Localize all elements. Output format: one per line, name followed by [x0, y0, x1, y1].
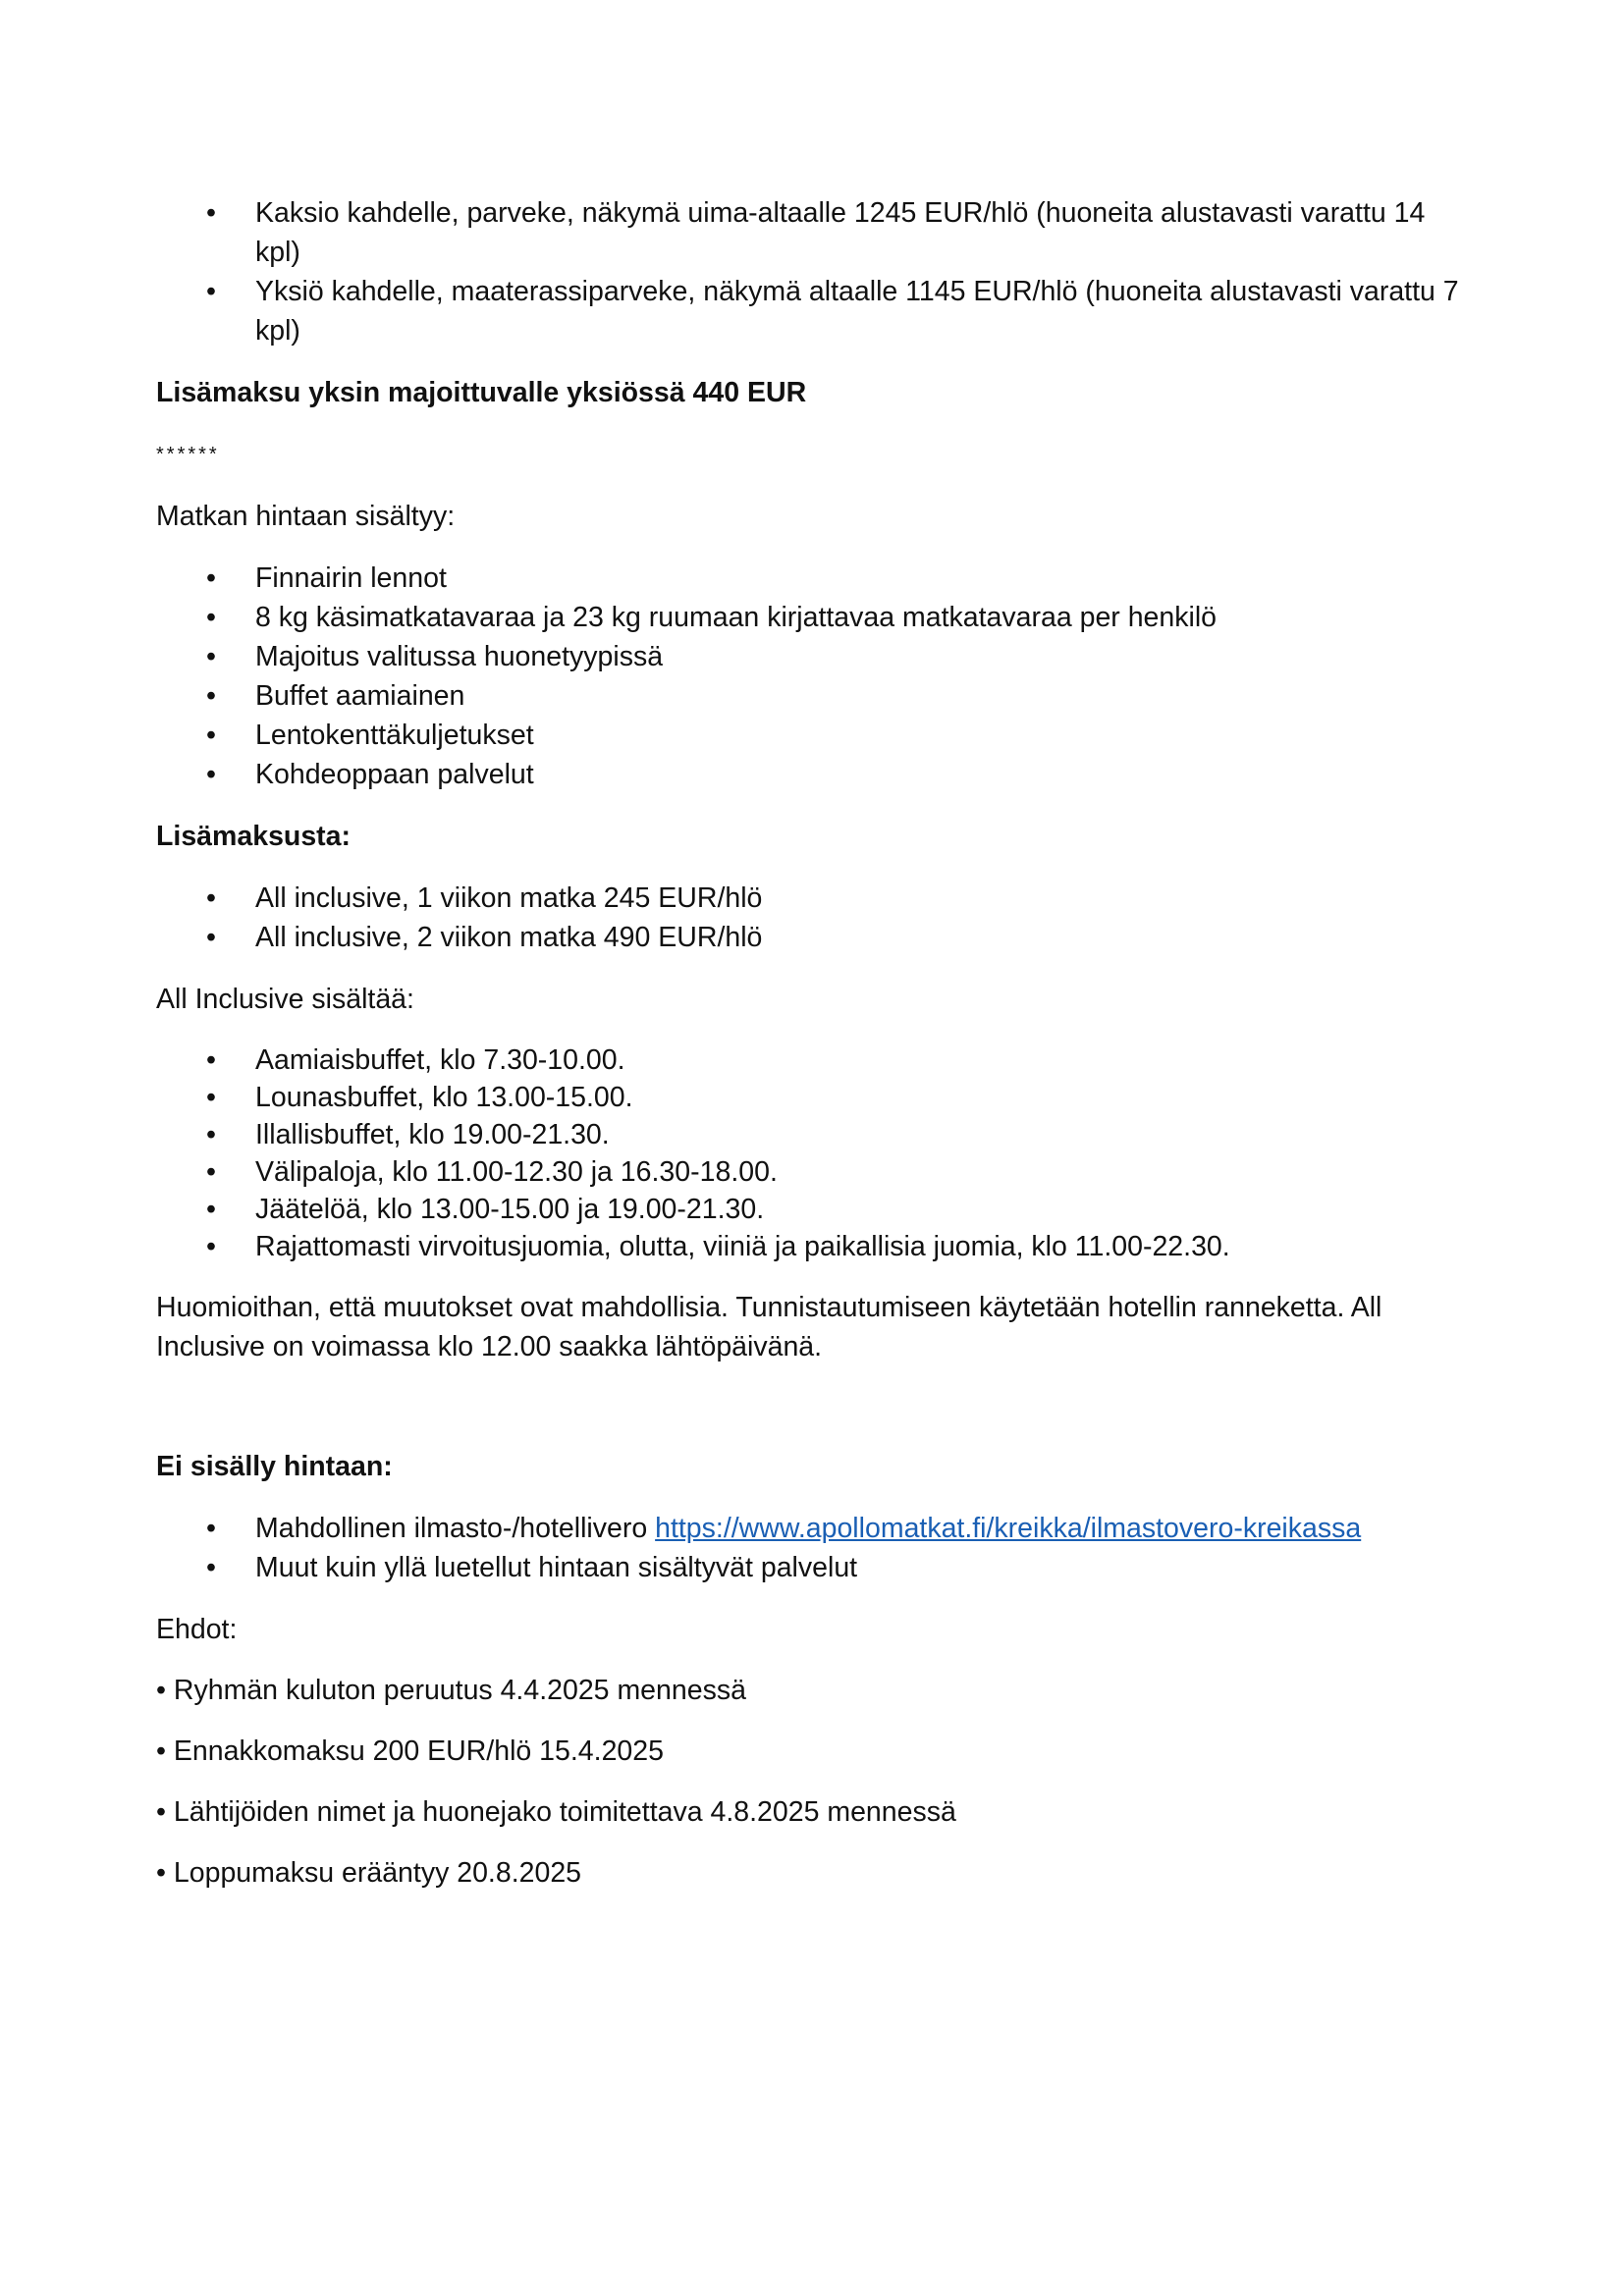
includes-heading: Matkan hintaan sisältyy:: [156, 501, 456, 532]
list-item: • Lentokenttäkuljetukset: [156, 716, 1472, 755]
bullet-icon: •: [206, 720, 216, 751]
bullet-icon: •: [206, 197, 216, 229]
bullet-icon: •: [206, 1044, 216, 1076]
not-included-heading: Ei sisälly hintaan:: [156, 1451, 393, 1482]
bullet-icon: •: [206, 276, 216, 307]
document-body: [156, 193, 1472, 1893]
bullet-icon: •: [206, 922, 216, 953]
bullet-icon: •: [206, 1156, 216, 1188]
list-item: • Illallisbuffet, klo 19.00-21.30.: [156, 1116, 1472, 1153]
list-item: • Jäätelöä, klo 13.00-15.00 ja 19.00-21.30.: [156, 1191, 1472, 1228]
list-item: • Kohdeoppaan palvelut: [156, 755, 1472, 794]
extras-list: [156, 879, 1472, 957]
bullet-icon: •: [206, 882, 216, 914]
list-item: • Finnairin lennot: [156, 559, 1472, 598]
bullet-icon: •: [206, 1231, 216, 1262]
bullet-icon: •: [206, 1513, 216, 1544]
terms-item: • Lähtijöiden nimet ja huonejako toimitettava 4.8.2025 mennessä: [156, 1796, 956, 1828]
list-item: • Lounasbuffet, klo 13.00-15.00.: [156, 1079, 1472, 1116]
all-inclusive-heading: All Inclusive sisältää:: [156, 984, 414, 1015]
ilmastovero-link[interactable]: https://www.apollomatkat.fi/kreikka/ilmastovero-kreikassa: [655, 1513, 1362, 1544]
list-item: • 8 kg käsimatkatavaraa ja 23 kg ruumaan kirjattavaa matkatavaraa per henkilö: [156, 598, 1472, 637]
bullet-icon: •: [206, 1194, 216, 1225]
bullet-icon: •: [206, 1082, 216, 1113]
bullet-icon: •: [206, 1552, 216, 1583]
separator: ******: [156, 444, 220, 465]
extra-heading: Lisämaksusta:: [156, 821, 352, 852]
not-included-list: [156, 1509, 1472, 1587]
list-item: • Välipaloja, klo 11.00-12.30 ja 16.30-18.00.: [156, 1153, 1472, 1191]
list-item: • All inclusive, 2 viikon matka 490 EUR/hlö: [156, 918, 1472, 957]
list-item: • Majoitus valitussa huonetyypissä: [156, 637, 1472, 676]
list-item: • Kaksio kahdelle, parveke, näkymä uima-altaalle 1245 EUR/hlö (huoneita alustavasti varattu 14 kpl): [156, 193, 1472, 272]
bullet-icon: •: [206, 759, 216, 790]
terms-item: • Ennakkomaksu 200 EUR/hlö 15.4.2025: [156, 1735, 664, 1767]
list-item: • Buffet aamiainen: [156, 676, 1472, 716]
bullet-icon: •: [206, 562, 216, 594]
terms-item: • Loppumaksu erääntyy 20.8.2025: [156, 1857, 582, 1889]
room-list: [156, 193, 1472, 350]
all-inclusive-list: [156, 1041, 1472, 1265]
terms-heading: Ehdot:: [156, 1614, 238, 1645]
bullet-icon: •: [206, 602, 216, 633]
list-item: • Mahdollinen ilmasto-/hotellivero https://www.apollomatkat.fi/kreikka/ilmastovero-kreikassa: [156, 1509, 1472, 1548]
bullet-icon: •: [206, 680, 216, 712]
list-item: • Aamiaisbuffet, klo 7.30-10.00.: [156, 1041, 1472, 1079]
bullet-icon: •: [206, 1119, 216, 1150]
note-paragraph: Huomioithan, että muutokset ovat mahdollisia. Tunnistautumiseen käytetään hotellin ranneketta. All Inclusive on voimassa klo 12.00 saakka lähtöpäivänä.: [156, 1292, 1382, 1362]
bullet-icon: •: [206, 641, 216, 672]
list-item: • Muut kuin yllä luetellut hintaan sisältyvät palvelut: [156, 1548, 1472, 1587]
includes-list: [156, 559, 1472, 794]
list-item: • All inclusive, 1 viikon matka 245 EUR/hlö: [156, 879, 1472, 918]
single-supplement: Lisämaksu yksin majoittuvalle yksiössä 440 EUR: [156, 377, 807, 408]
list-item: • Rajattomasti virvoitusjuomia, olutta, viiniä ja paikallisia juomia, klo 11.00-22.30.: [156, 1228, 1472, 1265]
terms-item: • Ryhmän kuluton peruutus 4.4.2025 mennessä: [156, 1675, 746, 1706]
list-item: • Yksiö kahdelle, maaterassiparveke, näkymä altaalle 1145 EUR/hlö (huoneita alustavasti varattu 7 kpl): [156, 272, 1472, 350]
